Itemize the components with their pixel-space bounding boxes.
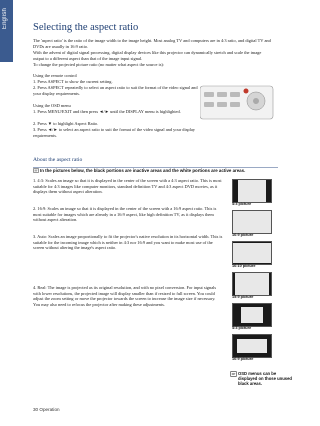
remote-control-illustration: [200, 84, 275, 122]
remote-bullet: Using the remote control: [33, 73, 77, 78]
aspect-16-9-picture: [232, 210, 272, 234]
caption-16-10: 16:10 picture: [232, 264, 256, 268]
note-icon: [33, 168, 39, 173]
real-16-9-picture: [232, 334, 272, 358]
caption-real-4-3: 4:3 picture: [232, 326, 252, 330]
intro-paragraph-3: To change the projected picture ratio (no matter what aspect the source is):: [33, 62, 165, 67]
osd-step-1: 1. Press MENU/EXIT and then press ◄/► until the DISPLAY menu is highlighted.: [33, 109, 181, 114]
osd-step-3: 3. Press ◄/► to select an aspect ratio to suit the format of the video signal and your display requirements.: [33, 127, 195, 138]
language-tab-label: English: [2, 8, 8, 30]
caption-4-3: 4:3 picture: [232, 202, 252, 206]
note-text: In the pictures below, the black portions are inactive areas and the white portions are active areas.: [40, 168, 246, 173]
osd-step-2: 2. Press ▼ to highlight Aspect Ratio.: [33, 121, 99, 126]
real-4-3-picture: [232, 303, 272, 327]
item-auto: 3. Auto: Scales an image proportionally to fit the projector's native resolution in its horizontal width. This is suitable for the incoming image which is neither in 4:3 nor 16:9 and you want to make most use of the screen without altering the image's aspect ratio.: [33, 234, 223, 251]
item-real: 4. Real: The image is projected as its original resolution, and with no pixel conversion. For input signals with lower resolutions, the projected image will display smaller than if resized to full screen. You could adjust the zoom setting or move the projector towards the screen to increase the image size if necessary. You may also need to refocus the projector after making these adjustments.: [33, 285, 217, 307]
aspect-16-10-picture: [232, 241, 272, 265]
remote-step-1: 1. Press ASPECT to show the current setting.: [33, 79, 113, 84]
page-footer: 30 Operation: [33, 407, 60, 412]
osd-note-icon: [230, 371, 237, 377]
language-tab: [0, 0, 13, 62]
page-title: Selecting the aspect ratio: [33, 22, 139, 33]
intro-paragraph-2: With the advent of digital signal processing, digital display devices like this projector can dynamically stretch and scale the image output to a different aspect than that of the image input signal.: [33, 50, 262, 61]
intro-paragraph-1: The 'aspect ratio' is the ratio of the image width to the image height. Most analog TV and computers are in 4:3 ratio, and digital TV and DVDs are usually in 16:9 ratio.: [33, 38, 271, 49]
caption-real-16-9: 16:9 picture: [232, 357, 254, 361]
remote-step-2: 2. Press ASPECT repeatedly to select an aspect ratio to suit the format of the video signal and your display requirements.: [33, 85, 198, 96]
item-16-9: 2. 16:9: Scales an image so that it is displayed in the center of the screen with a 16:9 aspect ratio. This is most suitable for images which are already in a 16:9 aspect, like high definition TV, as it displays them without aspect alteration.: [33, 206, 217, 223]
caption-15-9: 15:9 picture: [232, 295, 254, 299]
item-4-3: 1. 4:3: Scales an image so that it is displayed in the center of the screen with a 4:3 aspect ratio. This is most suitable for 4:3 images like computer monitors, standard definition TV and 4:3 aspect DVD movies, as it displays them without aspect alteration.: [33, 178, 222, 195]
section-title: About the aspect ratio: [33, 157, 83, 163]
osd-note-text: OSD menus can be displayed on those unused black areas.: [238, 371, 292, 386]
aspect-4-3-picture: [232, 179, 272, 203]
caption-16-9: 16:9 picture: [232, 233, 254, 237]
osd-bullet: Using the OSD menu: [33, 103, 71, 108]
aspect-15-9-picture: [232, 272, 272, 296]
